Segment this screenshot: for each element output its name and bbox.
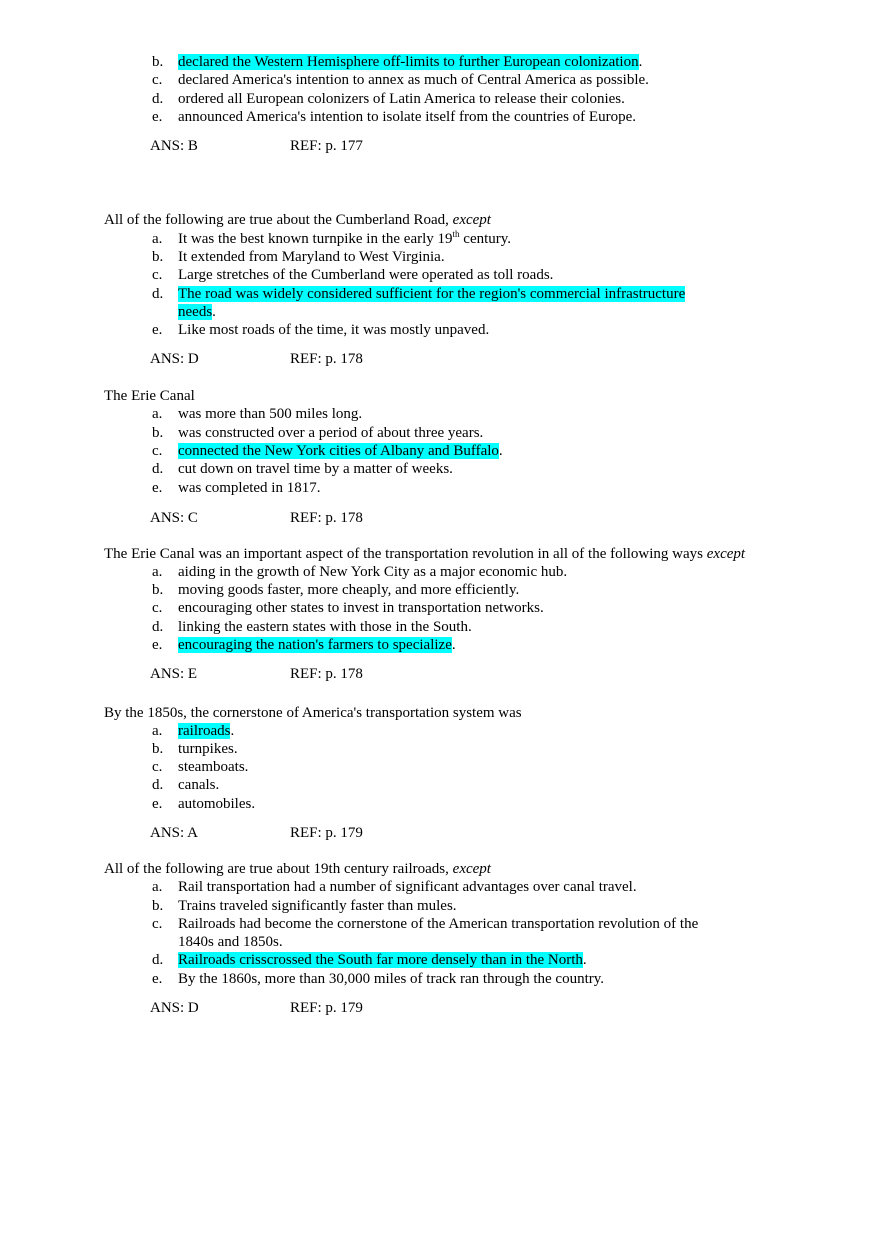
- option-letter: c.: [152, 267, 163, 283]
- option-text: automobiles.: [178, 796, 256, 812]
- page-reference: REF: p. 178: [290, 351, 363, 367]
- option-letter: d.: [152, 619, 164, 635]
- option-letter: c.: [152, 443, 163, 459]
- option-text: was completed in 1817.: [178, 480, 321, 496]
- option-letter: b.: [152, 898, 164, 914]
- option-letter: b.: [152, 54, 164, 70]
- answer-key: ANS: D: [150, 351, 199, 367]
- option-text: It extended from Maryland to West Virginia.: [178, 249, 445, 265]
- option-letter: a.: [152, 231, 163, 247]
- answer-key: ANS: E: [150, 666, 198, 682]
- answer-highlight: encouraging the nation's farmers to specialize: [178, 637, 452, 653]
- option-text: Large stretches of the Cumberland were operated as toll roads.: [178, 267, 554, 283]
- option-letter: e.: [152, 480, 163, 496]
- page-reference: REF: p. 178: [290, 510, 363, 526]
- option-text: canals.: [178, 777, 220, 793]
- option-letter: c.: [152, 600, 163, 616]
- answer-highlight: connected the New York cities of Albany and Buffalo: [178, 443, 499, 459]
- option-text: steamboats.: [178, 759, 249, 775]
- option-text: [178, 285, 685, 303]
- option-text: was more than 500 miles long.: [178, 406, 363, 422]
- option-text: encouraging the nation's farmers to specialize.: [178, 637, 456, 653]
- question-stem: By the 1850s, the cornerstone of America's transportation system was: [104, 705, 522, 721]
- option-text: declared the Western Hemisphere off-limits to further European colonization.: [178, 54, 643, 70]
- page-reference: REF: p. 178: [290, 666, 363, 682]
- option-letter: c.: [152, 72, 163, 88]
- option-letter: c.: [152, 916, 163, 932]
- answer-key: ANS: B: [150, 138, 198, 154]
- option-letter: b.: [152, 249, 164, 265]
- option-text: turnpikes.: [178, 741, 238, 757]
- option-text: announced America's intention to isolate itself from the countries of Europe.: [178, 109, 636, 125]
- option-letter: a.: [152, 564, 163, 580]
- answer-key: ANS: A: [150, 825, 198, 841]
- option-text: ordered all European colonizers of Latin America to release their colonies.: [178, 91, 625, 107]
- option-text: encouraging other states to invest in transportation networks.: [178, 600, 544, 616]
- option-text: Railroads crisscrossed the South far more densely than in the North.: [178, 952, 587, 968]
- answer-highlight: railroads: [178, 723, 231, 739]
- option-letter: e.: [152, 637, 163, 653]
- option-letter: d.: [152, 777, 164, 793]
- option-letter: d.: [152, 461, 164, 477]
- option-letter: e.: [152, 971, 163, 987]
- option-letter: d.: [152, 286, 164, 302]
- option-text: declared America's intention to annex as much of Central America as possible.: [178, 72, 649, 88]
- option-letter: a.: [152, 406, 163, 422]
- question-stem: All of the following are true about the Cumberland Road, except: [104, 212, 491, 228]
- question-stem: The Erie Canal: [104, 388, 195, 404]
- option-letter: d.: [152, 952, 164, 968]
- option-text: Trains traveled significantly faster than mules.: [178, 898, 457, 914]
- option-text: Railroads had become the cornerstone of the American transportation revolution of the: [178, 916, 699, 932]
- option-letter: d.: [152, 91, 164, 107]
- option-text-continued: 1840s and 1850s.: [178, 934, 283, 950]
- option-text: connected the New York cities of Albany and Buffalo.: [178, 443, 503, 459]
- question-stem: The Erie Canal was an important aspect of the transportation revolution in all of the following ways except: [104, 546, 746, 562]
- answer-key: ANS: C: [150, 510, 198, 526]
- option-text: railroads.: [178, 723, 235, 739]
- option-letter: e.: [152, 322, 163, 338]
- page-reference: REF: p. 177: [290, 138, 363, 154]
- option-text: By the 1860s, more than 30,000 miles of track ran through the country.: [178, 971, 605, 987]
- option-text: It was the best known turnpike in the early 19th century.: [178, 229, 512, 247]
- option-text: cut down on travel time by a matter of weeks.: [178, 461, 453, 477]
- option-letter: c.: [152, 759, 163, 775]
- option-text: Like most roads of the time, it was mostly unpaved.: [178, 322, 490, 338]
- answer-highlight: needs: [178, 304, 213, 320]
- option-text: moving goods faster, more cheaply, and more efficiently.: [178, 582, 520, 598]
- option-text: was constructed over a period of about three years.: [178, 425, 484, 441]
- option-text-continued: needs.: [178, 304, 216, 320]
- option-letter: b.: [152, 582, 164, 598]
- question-stem: All of the following are true about 19th century railroads, except: [104, 861, 491, 877]
- option-letter: a.: [152, 879, 163, 895]
- option-text: aiding in the growth of New York City as a major economic hub.: [178, 564, 568, 580]
- answer-highlight: Railroads crisscrossed the South far more densely than in the North: [178, 952, 583, 968]
- option-letter: e.: [152, 109, 163, 125]
- page-reference: REF: p. 179: [290, 825, 363, 841]
- option-text: linking the eastern states with those in the South.: [178, 619, 472, 635]
- option-text: Rail transportation had a number of significant advantages over canal travel.: [178, 879, 637, 895]
- answer-highlight: The road was widely considered sufficient for the region's commercial infrastructure: [178, 286, 686, 302]
- option-letter: b.: [152, 425, 164, 441]
- page-reference: REF: p. 179: [290, 1000, 363, 1016]
- option-letter: e.: [152, 796, 163, 812]
- option-letter: b.: [152, 741, 164, 757]
- option-letter: a.: [152, 723, 163, 739]
- answer-key: ANS: D: [150, 1000, 199, 1016]
- answer-highlight: declared the Western Hemisphere off-limits to further European colonization: [178, 54, 639, 70]
